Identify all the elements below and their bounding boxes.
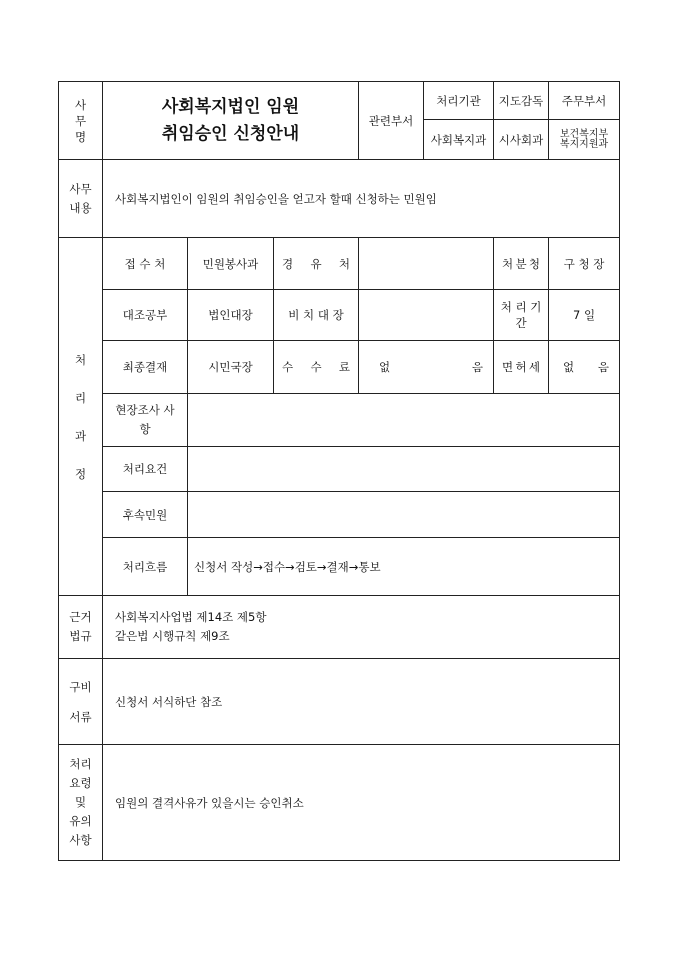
via-label-char: 유	[310, 256, 322, 271]
documents-label-line: 구비	[69, 679, 92, 694]
documents-row	[59, 659, 620, 745]
site-survey-label	[103, 394, 188, 447]
main-dept-value-line-2: 복지지원과	[559, 138, 609, 150]
disposal-office-value: 구 청 장	[549, 238, 620, 290]
process-row-ledger	[59, 290, 620, 341]
via-label-char: 경	[282, 256, 294, 271]
reception-label: 접 수 처	[103, 238, 188, 290]
fee-value-char: 음	[471, 360, 484, 374]
flow-value: 신청서 작성→접수→검토→결재→통보	[188, 538, 620, 596]
process-label	[59, 238, 103, 596]
main-dept-value	[549, 120, 620, 160]
affair-label-char: 명	[74, 129, 87, 144]
site-survey-value	[188, 394, 620, 447]
license-tax-label-char: 허	[515, 360, 527, 374]
notes-row	[59, 745, 620, 861]
process-row-final	[59, 341, 620, 394]
notes-label-line: 사항	[69, 833, 92, 847]
legal-row	[59, 596, 620, 659]
fee-value	[359, 341, 494, 394]
content-label	[59, 160, 103, 238]
fee-label-char: 료	[338, 360, 351, 374]
disposal-office-label-char: 분	[515, 256, 527, 271]
requirements-value	[188, 447, 620, 492]
title-line-1: 사회복지법인 임원	[161, 96, 300, 117]
affair-label-char: 무	[74, 113, 87, 128]
process-row-site-survey	[59, 394, 620, 447]
reception-value: 민원봉사과	[188, 238, 274, 290]
documents-label	[59, 659, 103, 745]
flow-label: 처리흐름	[103, 538, 188, 596]
notes-label-line: 처리	[69, 757, 92, 771]
content-text: 사회복지법인이 임원의 취임승인을 얻고자 할때 신청하는 민원임	[103, 160, 620, 238]
disposal-office-label	[494, 238, 549, 290]
process-row-reception	[59, 238, 620, 290]
final-approval-label: 최종결재	[103, 341, 188, 394]
process-label-char: 과	[74, 428, 87, 443]
via-label	[274, 238, 359, 290]
fee-label-char: 수	[282, 360, 294, 374]
license-tax-label	[494, 341, 549, 394]
process-row-requirements	[59, 447, 620, 492]
register-label: 비 치 대 장	[274, 290, 359, 341]
legal-line-1: 사회복지사업법 제14조 제5항	[115, 610, 267, 624]
main-dept-label: 주무부서	[549, 82, 620, 120]
process-label-char: 처	[74, 352, 87, 367]
notes-text: 임원의 결격사유가 있을시는 승인취소	[103, 745, 620, 861]
requirements-label: 처리요건	[103, 447, 188, 492]
application-guide-form	[58, 81, 620, 861]
legal-text	[103, 596, 620, 659]
notes-label-line: 및	[74, 795, 87, 809]
license-tax-value-char: 없	[563, 360, 575, 374]
disposal-office-label-char: 처	[502, 256, 514, 271]
via-value	[359, 238, 494, 290]
legal-label-line: 법규	[69, 629, 92, 643]
handling-org-value: 사회복지과	[424, 120, 494, 160]
notes-label-line: 요령	[69, 776, 92, 790]
via-label-char: 처	[338, 256, 351, 271]
ledger-value: 법인대장	[188, 290, 274, 341]
period-value: 7 일	[549, 290, 620, 341]
legal-line-2: 같은법 시행규칙 제9조	[115, 629, 230, 643]
legal-label-line: 근거	[69, 610, 92, 624]
license-tax-label-char: 세	[528, 360, 540, 374]
supervision-label: 지도감독	[494, 82, 549, 120]
affair-name-label	[59, 82, 103, 160]
fee-label	[274, 341, 359, 394]
fee-value-char: 없	[379, 360, 391, 374]
period-label: 처 리 기 간	[494, 290, 549, 341]
documents-text: 신청서 서식하단 참조	[103, 659, 620, 745]
follow-up-value	[188, 492, 620, 538]
main-dept-value-line-1: 보건복지부	[559, 128, 609, 140]
site-survey-label-line-2: 항	[139, 422, 151, 436]
ledger-label: 대조공부	[103, 290, 188, 341]
process-row-follow-up	[59, 492, 620, 538]
site-survey-label-line-1: 현장조사 사	[115, 403, 175, 417]
fee-label-char: 수	[310, 360, 322, 374]
related-dept-label: 관련부서	[359, 82, 424, 160]
process-label-char: 리	[74, 390, 87, 405]
disposal-office-label-char: 청	[528, 256, 540, 271]
document-title	[103, 82, 359, 160]
content-label-line: 내용	[69, 200, 92, 215]
supervision-value: 시사회과	[494, 120, 549, 160]
content-row	[59, 160, 620, 238]
notes-label	[59, 745, 103, 861]
process-label-char: 정	[74, 466, 87, 481]
header-row-1	[59, 82, 620, 120]
notes-label-line: 유의	[69, 814, 92, 828]
follow-up-label: 후속민원	[103, 492, 188, 538]
affair-label-char: 사	[74, 97, 87, 112]
process-row-flow	[59, 538, 620, 596]
legal-label	[59, 596, 103, 659]
license-tax-label-char: 면	[502, 360, 514, 374]
final-approval-value: 시민국장	[188, 341, 274, 394]
register-value	[359, 290, 494, 341]
content-label-line: 사무	[69, 181, 92, 196]
title-line-2: 취임승인 신청안내	[161, 123, 300, 144]
license-tax-value	[549, 341, 620, 394]
license-tax-value-char: 음	[597, 360, 610, 374]
handling-org-label: 처리기관	[424, 82, 494, 120]
documents-label-line: 서류	[69, 709, 92, 724]
